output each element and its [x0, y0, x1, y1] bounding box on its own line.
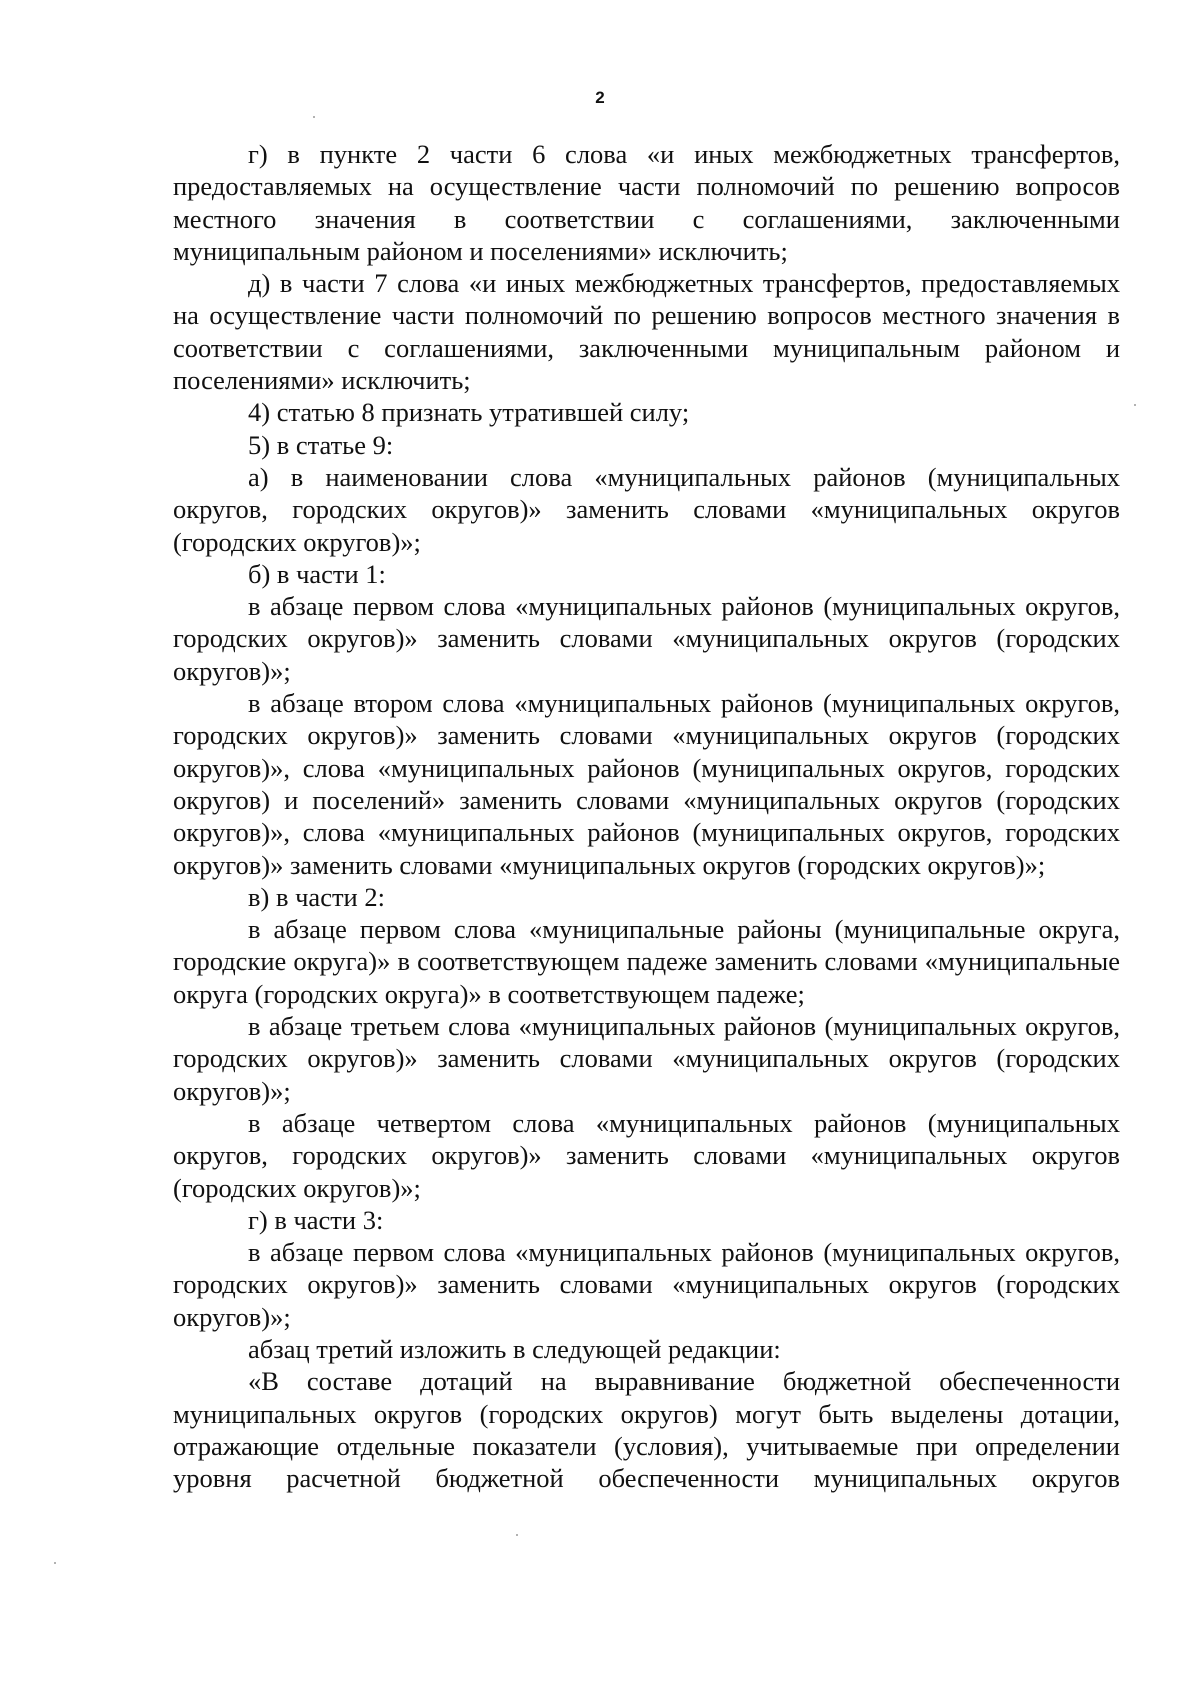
paragraph: б) в части 1: [248, 558, 386, 589]
paragraph: д) в части 7 слова «и иных межбюджетных трансфертов, предоставляемых на осуществление части полномочий по решению вопросов местного значения в соответствии с соглашениями, заключенными муниципальным районом и поселениями» исключить; [173, 268, 1120, 396]
scan-speck [1134, 404, 1136, 406]
scan-speck [54, 1562, 56, 1564]
document-body [173, 138, 1120, 1494]
paragraph: а) в наименовании слова «муниципальных районов (муниципальных округов, городских округов)» заменить словами «муниципальных округов (городских округов)»; [173, 461, 1120, 557]
paragraph: в абзаце третьем слова «муниципальных районов (муниципальных округов, городских округов)» заменить словами «муниципальных округов (городских округов)»; [173, 1011, 1120, 1106]
paragraph: г) в части 3: [248, 1204, 384, 1235]
paragraph: 5) в статье 9: [248, 429, 394, 460]
paragraph: в абзаце первом слова «муниципальных районов (муниципальных округов, городских округов)» заменить словами «муниципальных округов (городских округов)»; [173, 1237, 1120, 1332]
paragraph: в) в части 2: [248, 881, 385, 912]
paragraph: в абзаце первом слова «муниципальные районы (муниципальные округа, городские округа)» в соответствующем падеже заменить словами «муниципальные округа (городских округа)» в соответствующем падеже; [173, 914, 1120, 1009]
paragraph: 4) статью 8 признать утратившей силу; [248, 397, 690, 428]
paragraph: в абзаце первом слова «муниципальных районов (муниципальных округов, городских округов)» заменить словами «муниципальных округов (городских округов)»; [173, 591, 1120, 686]
paragraph: в абзаце втором слова «муниципальных районов (муниципальных округов, городских округов)» заменить словами «муниципальных округов (городских округов)», слова «муниципальных районов (муниципальных округов, городских округов) и поселений» заменить словами «муниципальных округов (городских округов)», слова «муниципальных районов (муниципальных округов, городских округов)» заменить словами «муниципальных округов (городских округов)»; [173, 688, 1120, 880]
scan-speck [516, 1534, 518, 1536]
scan-speck [313, 116, 315, 118]
paragraph: в абзаце четвертом слова «муниципальных районов (муниципальных округов, городских округов)» заменить словами «муниципальных округов (городских округов)»; [173, 1107, 1120, 1203]
paragraph: абзац третий изложить в следующей редакции: [248, 1333, 781, 1364]
page-number: 2 [595, 88, 605, 107]
paragraph-continued: «В составе дотаций на выравнивание бюджетной обеспеченности муниципальных округов (городских округов) могут быть выделены дотации, отражающие отдельные показатели (условия), учитываемые при определении уровня расчетной бюджетной обеспеченности муниципальных округов [173, 1366, 1120, 1494]
paragraph: г) в пункте 2 части 6 слова «и иных межбюджетных трансфертов, предоставляемых на осуществление части полномочий по решению вопросов местного значения в соответствии с соглашениями, заключенными муниципальным районом и поселениями» исключить; [173, 139, 1120, 266]
